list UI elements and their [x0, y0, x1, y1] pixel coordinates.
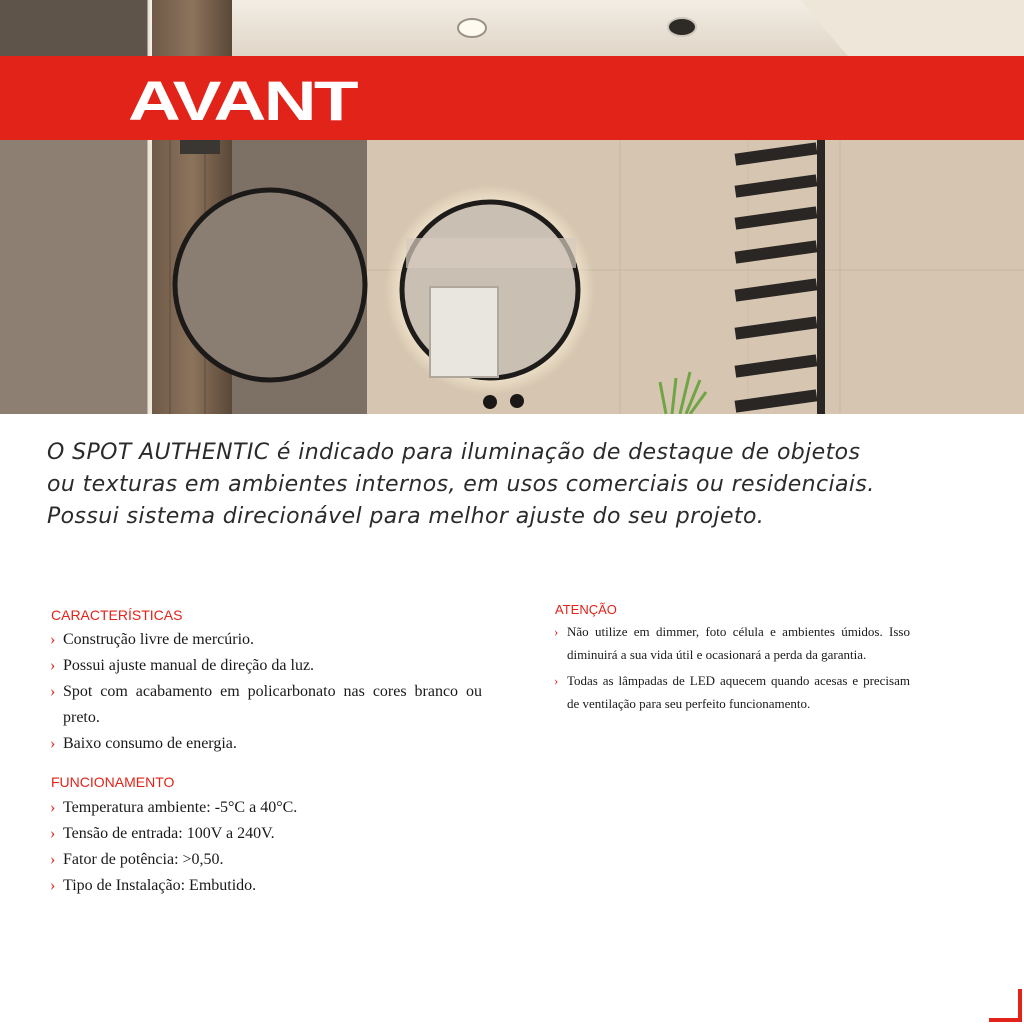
- list-item: › Não utilize em dimmer, foto célula e ambientes úmidos. Isso diminuirá a sua vida útil e ocasionará a perda da garantia.: [554, 621, 910, 666]
- chevron-right-icon: ›: [50, 877, 56, 894]
- intro-paragraph: [47, 437, 987, 533]
- list-item: › Tensão de entrada: 100V a 240V.: [50, 821, 482, 847]
- list-item: › Spot com acabamento em policarbonato nas cores branco ou preto.: [50, 679, 482, 731]
- list-item: › Fator de potência: >0,50.: [50, 847, 482, 873]
- list-item: › Tipo de Instalação: Embutido.: [50, 873, 482, 899]
- list-item: › Construção livre de mercúrio.: [50, 627, 482, 653]
- chevron-right-icon: ›: [50, 631, 56, 648]
- chevron-right-icon: ›: [50, 657, 56, 674]
- chevron-right-icon: ›: [554, 673, 559, 688]
- chevron-right-icon: ›: [554, 624, 559, 639]
- intro-line: ou texturas em ambientes internos, em usos comerciais ou residenciais.: [47, 472, 875, 497]
- chevron-right-icon: ›: [50, 799, 56, 816]
- list-item: › Temperatura ambiente: -5°C a 40°C.: [50, 795, 482, 821]
- caracteristicas-list: [50, 627, 482, 757]
- atencao-title: ATENÇÃO: [555, 602, 617, 617]
- list-item: › Todas as lâmpadas de LED aquecem quando acesas e precisam de ventilação para seu perfeito funcionamento.: [554, 670, 910, 715]
- logo-text: AVANT: [128, 72, 358, 124]
- list-item: › Possui ajuste manual de direção da luz.: [50, 653, 482, 679]
- funcionamento-list: [50, 795, 482, 899]
- funcionamento-title: FUNCIONAMENTO: [51, 774, 175, 790]
- chevron-right-icon: ›: [50, 851, 56, 868]
- chevron-right-icon: ›: [50, 825, 56, 842]
- intro-line: Possui sistema direcionável para melhor ajuste do seu projeto.: [47, 504, 765, 529]
- corner-bracket-icon: [989, 989, 1024, 1024]
- atencao-list: [554, 621, 910, 719]
- chevron-right-icon: ›: [50, 735, 56, 752]
- chevron-right-icon: ›: [50, 683, 56, 700]
- caracteristicas-title: CARACTERÍSTICAS: [51, 607, 183, 623]
- intro-line: O SPOT AUTHENTIC é indicado para iluminação de destaque de objetos: [47, 440, 861, 465]
- list-item: › Baixo consumo de energia.: [50, 731, 482, 757]
- avant-logo: [128, 72, 358, 124]
